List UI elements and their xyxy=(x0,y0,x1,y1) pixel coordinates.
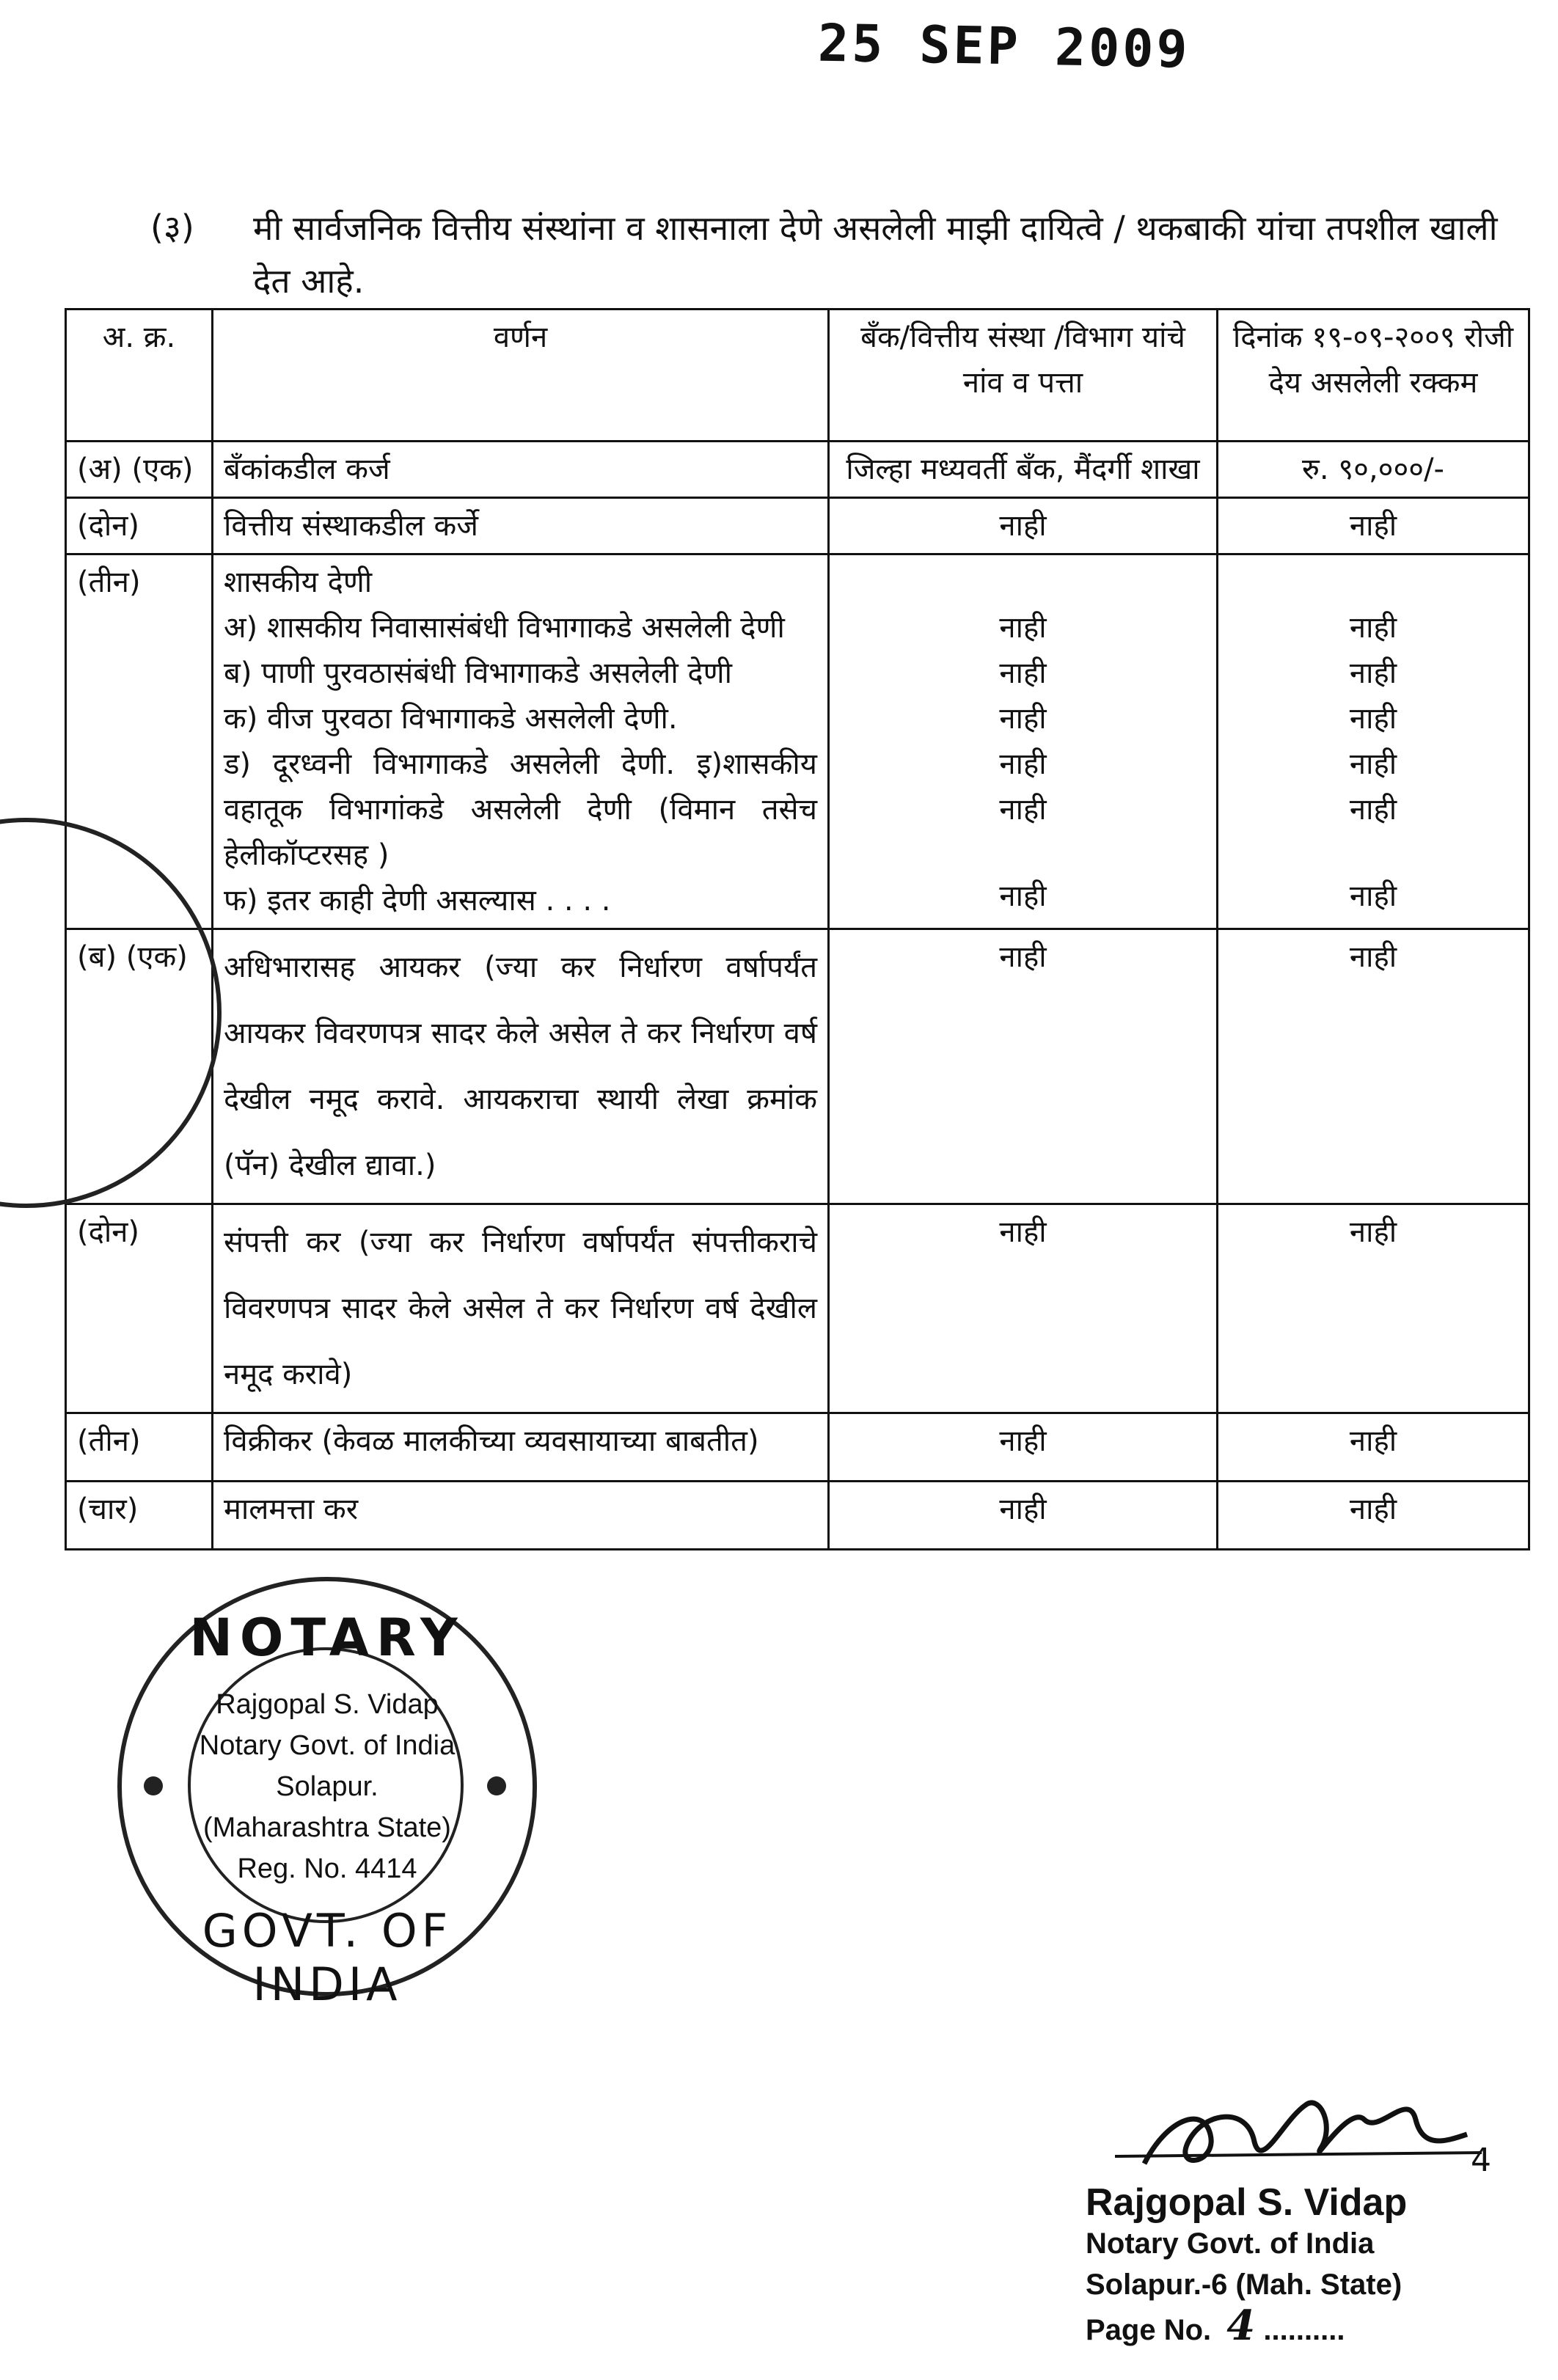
row-bank: नाही xyxy=(829,1482,1218,1550)
row-description: मालमत्ता कर xyxy=(213,1482,829,1550)
govt-dues-bank-value: नाही xyxy=(999,879,1047,913)
header-description: वर्णन xyxy=(213,310,829,442)
govt-dues-amount-column xyxy=(1218,554,1529,929)
row-description: वित्तीय संस्थाकडील कर्जे xyxy=(213,498,829,554)
govt-dues-amount-value: नाही xyxy=(1349,702,1397,736)
row-bank: नाही xyxy=(829,1413,1218,1482)
govt-dues-amount-value: नाही xyxy=(1349,747,1397,781)
page-number-dots: .......... xyxy=(1263,2314,1345,2346)
notary-title: Notary Govt. of India xyxy=(1086,2227,1375,2260)
page-mark: 4 xyxy=(1471,2142,1491,2179)
govt-dues-bank-value: नाही xyxy=(999,793,1047,827)
row-amount: नाही xyxy=(1218,1482,1529,1550)
seal-line: (Maharashtra State) xyxy=(203,1812,451,1843)
page-number-line xyxy=(1086,2302,1407,2351)
seal-bottom-text: GOVT. OF INDIA xyxy=(202,1904,453,2011)
seal-dot-icon xyxy=(144,1776,163,1795)
table-row xyxy=(66,1204,1529,1413)
table-row xyxy=(66,498,1529,554)
govt-dues-bank-value: नाही xyxy=(999,656,1047,690)
header-bank: बँक/वित्तीय संस्था /विभाग यांचे नांव व पत्ता xyxy=(829,310,1218,442)
table-row xyxy=(66,929,1529,1204)
govt-dues-title: शासकीय देणी xyxy=(224,565,373,599)
table-header-row xyxy=(66,310,1529,442)
row-serial: (चार) xyxy=(66,1482,213,1550)
notary-name: Rajgopal S. Vidap xyxy=(1086,2181,1408,2224)
table-row xyxy=(66,1482,1529,1550)
seal-top-text: NOTARY xyxy=(189,1608,465,1668)
govt-dues-bank-value: नाही xyxy=(999,747,1047,781)
row-amount: नाही xyxy=(1218,1413,1529,1482)
date-stamp: 25 SEP 2009 xyxy=(817,12,1191,80)
govt-dues-item: ड) दूरध्वनी विभागाकडे असलेली देणी. इ)शासकीय वहातूक विभागांकडे असलेली देणी (विमान तसेच हेलीकॉप्टरसह ) xyxy=(224,747,817,872)
seal-dot-icon xyxy=(487,1776,506,1795)
notary-address: Solapur.-6 (Mah. State) xyxy=(1086,2269,1402,2301)
row-serial: (ब) (एक) xyxy=(66,929,213,1204)
header-amount: दिनांक १९-०९-२००९ रोजी देय असलेली रक्कम xyxy=(1218,310,1529,442)
row-serial: (दोन) xyxy=(66,1204,213,1413)
govt-dues-item: फ) इतर काही देणी असल्यास . . . . xyxy=(224,884,611,918)
govt-dues-item: ब) पाणी पुरवठासंबंधी विभागाकडे असलेली देणी xyxy=(224,656,732,690)
row-amount: नाही xyxy=(1218,498,1529,554)
liabilities-table xyxy=(65,308,1530,1550)
row-serial: (अ) (एक) xyxy=(66,442,213,498)
seal-line: Rajgopal S. Vidap xyxy=(216,1689,439,1720)
govt-dues-amount-value: नाही xyxy=(1349,879,1397,913)
row-bank: नाही xyxy=(829,929,1218,1204)
table-row xyxy=(66,442,1529,498)
table-row-govt-dues xyxy=(66,554,1529,929)
row-description: संपत्ती कर (ज्या कर निर्धारण वर्षापर्यंत संपत्तीकराचे विवरणपत्र सादर केले असेल ते कर निर्धारण वर्ष देखील नमूद करावे) xyxy=(213,1204,829,1413)
govt-dues-description xyxy=(213,554,829,929)
row-serial: (तीन) xyxy=(66,1413,213,1482)
govt-dues-amount-value: नाही xyxy=(1349,793,1397,827)
section-intro: मी सार्वजनिक वित्तीय संस्थांना व शासनाला देणे असलेली माझी दायित्वे / थकबाकी यांचा तपशील खाली देत आहे. xyxy=(253,208,1498,301)
row-description: बँकांकडील कर्ज xyxy=(213,442,829,498)
govt-dues-bank-value: नाही xyxy=(999,702,1047,736)
seal-line: Solapur. xyxy=(276,1771,378,1802)
row-description: विक्रीकर (केवळ मालकीच्या व्यवसायाच्या बाबतीत) xyxy=(213,1413,829,1482)
row-serial: (तीन) xyxy=(66,554,213,929)
signature xyxy=(1100,2076,1511,2193)
seal-line: Notary Govt. of India xyxy=(199,1730,456,1761)
page-number-label: Page No. xyxy=(1086,2314,1212,2346)
row-bank: नाही xyxy=(829,1204,1218,1413)
page-number-value: 4 xyxy=(1226,2302,1256,2350)
seal-center-text xyxy=(191,1684,463,1889)
row-amount: नाही xyxy=(1218,929,1529,1204)
row-bank: नाही xyxy=(829,498,1218,554)
notary-seal xyxy=(117,1577,537,2011)
section-number: (३) xyxy=(150,208,194,247)
govt-dues-amount-value: नाही xyxy=(1349,656,1397,690)
table-row xyxy=(66,1413,1529,1482)
row-amount: रु. ९०,०००/- xyxy=(1218,442,1529,498)
row-bank: जिल्हा मध्यवर्ती बँक, मैंदर्गी शाखा xyxy=(829,442,1218,498)
govt-dues-bank-column xyxy=(829,554,1218,929)
row-description: अधिभारासह आयकर (ज्या कर निर्धारण वर्षापर्यंत आयकर विवरणपत्र सादर केले असेल ते कर निर्धारण वर्ष देखील नमूद करावे. आयकराचा स्थायी लेखा क्रमांक (पॅन) देखील द्यावा.) xyxy=(213,929,829,1204)
header-serial: अ. क्र. xyxy=(66,310,213,442)
row-amount: नाही xyxy=(1218,1204,1529,1413)
govt-dues-item: क) वीज पुरवठा विभागाकडे असलेली देणी. xyxy=(224,702,678,736)
govt-dues-bank-value: नाही xyxy=(999,611,1047,645)
notary-signature-block xyxy=(1086,2182,1407,2351)
row-serial: (दोन) xyxy=(66,498,213,554)
seal-line: Reg. No. 4414 xyxy=(237,1853,417,1884)
govt-dues-item: अ) शासकीय निवासासंबंधी विभागाकडे असलेली देणी xyxy=(224,611,785,645)
govt-dues-amount-value: नाही xyxy=(1349,611,1397,645)
